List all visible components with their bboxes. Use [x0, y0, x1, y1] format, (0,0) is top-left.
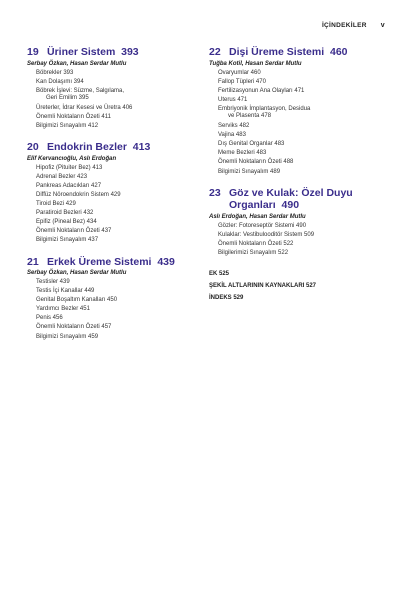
toc-entry[interactable] [218, 240, 384, 249]
toc-entry[interactable] [218, 69, 384, 78]
header-title: İÇİNDEKİLER [321, 22, 367, 29]
toc-entry[interactable] [36, 296, 202, 305]
chapter-page: 439 [157, 255, 175, 268]
chapter-page: 490 [281, 199, 300, 212]
toc-entry-text: Böbrekler 393 [36, 69, 74, 76]
toc-entry[interactable] [218, 131, 384, 140]
toc-entry[interactable] [218, 249, 384, 258]
chapter-title[interactable] [27, 256, 202, 269]
chapter-number: 23 [209, 186, 221, 199]
toc-entry-text: Pankreas Adacıkları 427 [36, 182, 102, 189]
toc-entry[interactable] [36, 333, 202, 342]
chapter-22 [209, 46, 384, 177]
toc-entry-text: Paratiroid Bezleri 432 [36, 210, 94, 217]
toc-entry-text: Meme Bezleri 483 [218, 150, 267, 157]
chapter-name-text: Dişi Üreme Sistemi [229, 46, 325, 58]
section-list [209, 69, 384, 177]
toc-entry[interactable] [218, 105, 384, 122]
toc-entry-text: Testis İçi Kanallar 449 [36, 288, 95, 295]
section-list [209, 222, 384, 258]
toc-entry-text: Fertilizasyonun Ana Olayları 471 [218, 87, 305, 94]
chapter-number: 22 [209, 46, 221, 58]
toc-entry-text: Ovaryumlar 460 [218, 69, 261, 76]
page-number: v [380, 22, 385, 29]
toc-entry-text: Dış Genital Organlar 483 [218, 141, 285, 148]
toc-entry[interactable] [36, 236, 202, 245]
chapter-name [229, 187, 384, 212]
chapter-number: 19 [27, 46, 39, 58]
toc-entry[interactable] [36, 164, 202, 173]
chapter-name-text: Göz ve Kulak: Özel Duyu Organları [229, 186, 353, 212]
back-matter-entry[interactable]: İNDEKS 529 [209, 295, 244, 301]
toc-entry[interactable] [36, 78, 202, 87]
chapter-name-text: Endokrin Bezler [47, 141, 127, 154]
toc-entry[interactable] [36, 87, 202, 104]
toc-entry[interactable] [36, 69, 202, 78]
toc-entry[interactable] [36, 200, 202, 209]
back-matter-entry[interactable]: EK 525 [209, 271, 230, 277]
chapter-title[interactable] [27, 46, 202, 59]
toc-entry[interactable] [36, 113, 202, 122]
toc-entry-text: Önemli Noktaların Özeti 457 [36, 324, 112, 331]
toc-entry-text: Tiroid Bezi 429 [36, 201, 76, 208]
chapter-name-text: Erkek Üreme Sistemi [47, 255, 152, 268]
chapter-authors: Tuğba Kotil, Hasan Serdar Mutlu [209, 60, 302, 67]
chapter-page: 393 [121, 46, 139, 58]
toc-entry[interactable] [36, 278, 202, 287]
section-list [27, 69, 202, 132]
right-column [209, 46, 384, 304]
toc-entry[interactable] [218, 149, 384, 158]
toc-entry[interactable] [36, 122, 202, 131]
toc-entry-text: Önemli Noktaların Özeti 411 [36, 113, 111, 120]
chapter-21 [27, 256, 202, 342]
toc-entry[interactable] [218, 168, 384, 177]
toc-entry-text: Vajina 483 [218, 132, 246, 139]
toc-entry-text: Embriyonik İmplantasyon, Desidua [218, 105, 311, 112]
toc-entry[interactable] [36, 104, 202, 113]
toc-entry-text: Önemli Noktaların Özeti 488 [218, 159, 294, 166]
section-list [27, 164, 202, 246]
chapter-name [47, 256, 202, 269]
chapter-title[interactable] [209, 46, 384, 59]
toc-entry-text: Böbrek İşlevi: Süzme, Salgılama, [36, 87, 125, 94]
toc-entry-text: Serviks 482 [218, 123, 250, 130]
toc-entry-text: Bilgimizi Sınayalım 437 [36, 237, 99, 244]
chapter-name [229, 46, 384, 59]
toc-entry-text: Genital Boşaltım Kanalları 450 [36, 297, 118, 304]
chapter-authors: Serbay Özkan, Hasan Serdar Mutlu [27, 60, 127, 67]
toc-entry-text: Bilgilerimizi Sınayalım 522 [218, 249, 289, 256]
chapter-name [47, 46, 202, 59]
chapter-name [47, 141, 202, 154]
chapter-23 [209, 187, 384, 258]
toc-entry-text: Testisler 439 [36, 279, 70, 285]
toc-entry[interactable] [36, 323, 202, 332]
toc-entry[interactable] [218, 78, 384, 87]
toc-entry-text: Bilgimizi Sınayalım 489 [218, 168, 281, 175]
toc-entry[interactable] [36, 314, 202, 323]
toc-entry-text: Bilgimizi Sınayalım 459 [36, 333, 99, 340]
toc-entry[interactable] [36, 191, 202, 200]
toc-entry-text: Diffüz Nöroendokrin Sistem 429 [36, 191, 121, 198]
toc-entry[interactable] [36, 227, 202, 236]
toc-entry-continuation: ve Plasenta 478 [228, 113, 272, 120]
toc-entry-continuation: Geri Emilim 395 [46, 95, 89, 102]
toc-entry[interactable] [218, 158, 384, 167]
page-header [322, 22, 385, 29]
chapter-title[interactable] [27, 141, 202, 154]
toc-entry[interactable] [36, 218, 202, 227]
left-column [27, 46, 202, 352]
chapter-number: 21 [27, 255, 39, 268]
toc-entry-text: Kan Dolaşımı 394 [36, 78, 84, 85]
chapter-title[interactable] [209, 187, 384, 212]
back-matter-entry[interactable]: ŞEKİL ALTLARININ KAYNAKLARI 527 [209, 283, 317, 289]
section-list [27, 278, 202, 342]
toc-entry[interactable] [218, 96, 384, 105]
back-matter-list [209, 268, 384, 304]
chapter-number: 20 [27, 141, 39, 154]
toc-entry-text: Uterus 471 [218, 96, 248, 103]
toc-entry[interactable] [218, 222, 384, 231]
toc-entry-text: Üreterler, İdrar Kesesi ve Üretra 406 [36, 104, 133, 111]
toc-entry[interactable] [218, 87, 384, 96]
toc-entry-text: Epifiz (Pineal Bez) 434 [36, 219, 97, 226]
toc-entry[interactable] [36, 209, 202, 218]
toc-entry[interactable] [36, 173, 202, 182]
toc-entry-text: Gözler: Fotoreseptör Sistemi 490 [218, 222, 307, 229]
toc-entry[interactable] [36, 182, 202, 191]
toc-entry-text: Yardımcı Bezler 451 [36, 306, 90, 313]
chapter-authors: Aslı Erdoğan, Hasan Serdar Mutlu [209, 213, 306, 220]
toc-entry[interactable] [36, 305, 202, 314]
toc-entry-text: Önemli Noktaların Özeti 437 [36, 228, 112, 235]
chapter-19 [27, 46, 202, 131]
toc-entry-text: Bilgimizi Sınayalım 412 [36, 123, 99, 130]
toc-entry-text: Adrenal Bezler 423 [36, 173, 88, 180]
chapter-authors: Elif Kervancıoğlu, Aslı Erdoğan [27, 155, 117, 162]
chapter-page: 460 [329, 46, 348, 58]
toc-entry[interactable] [218, 140, 384, 149]
right-chapters [209, 46, 384, 258]
chapter-20 [27, 141, 202, 245]
toc-entry-text: Önemli Noktaların Özeti 522 [218, 240, 294, 247]
toc-entry[interactable] [218, 122, 384, 131]
toc-entry[interactable] [218, 231, 384, 240]
chapter-name-text: Üriner Sistem [47, 46, 116, 58]
chapter-page: 413 [132, 141, 151, 154]
chapter-authors: Serbay Özkan, Hasan Serdar Mutlu [27, 270, 127, 276]
toc-entry-text: Hipofiz (Pituiter Bez) 413 [36, 164, 103, 171]
toc-entry-text: Kulaklar: Vestibulooditör Sistem 509 [218, 231, 315, 238]
toc-entry-text: Penis 456 [36, 315, 63, 322]
toc-entry[interactable] [36, 287, 202, 296]
toc-entry-text: Fallop Tüpleri 470 [218, 78, 266, 85]
